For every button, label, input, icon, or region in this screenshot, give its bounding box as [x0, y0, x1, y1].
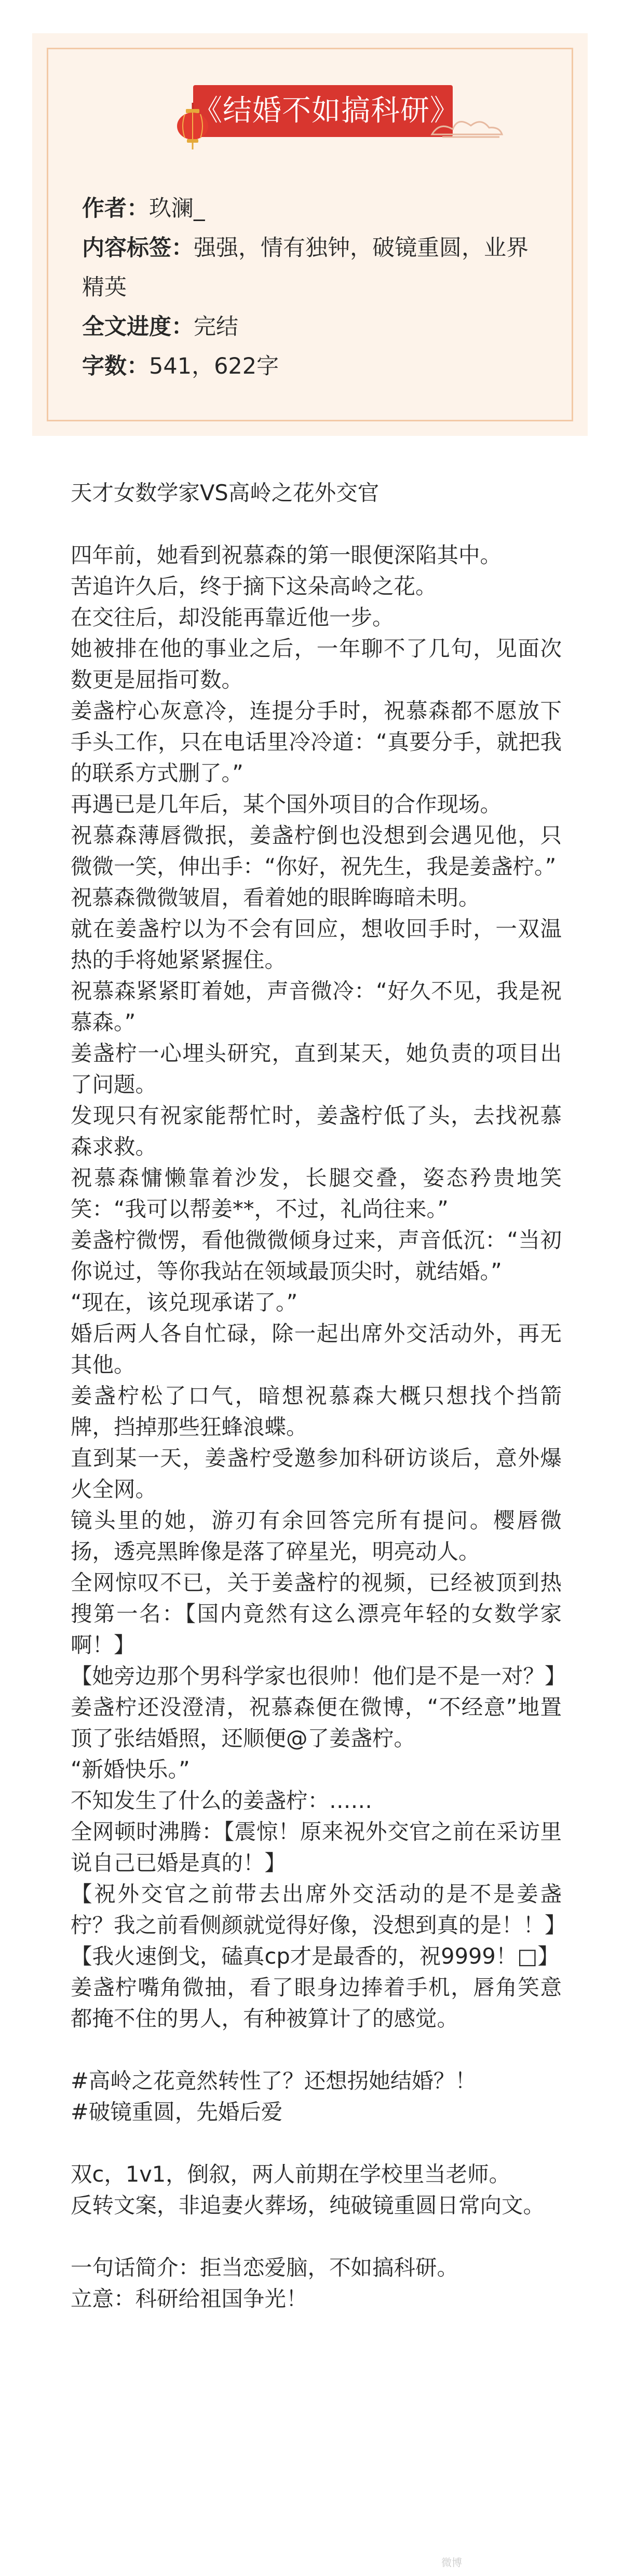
one-line-summary: 一句话简介：拒当恋爱脑，不如搞科研。: [71, 2255, 459, 2280]
synopsis-paragraph: “现在，该兑现承诺了。”: [71, 1290, 298, 1315]
synopsis: [71, 477, 566, 2314]
synopsis-paragraph: 她被排在他的事业之后，一年聊不了几句，见面次数更是屈指可数。: [71, 636, 562, 692]
synopsis-paragraph: 祝慕森紧紧盯着她，声音微冷：“好久不见，我是祝慕森。”: [71, 978, 562, 1035]
synopsis-paragraphs: [71, 540, 566, 2034]
info-author: 作者：玖澜_: [82, 196, 205, 222]
synopsis-paragraph: 祝慕森微微皱眉，看着她的眼眸晦暗未明。: [71, 885, 480, 910]
synopsis-paragraph: 姜盏柠一心埋头研究，直到某天，她负责的项目出了问题。: [71, 1040, 562, 1097]
synopsis-paragraph: 姜盏柠心灰意冷，连提分手时，祝慕森都不愿放下手头工作，只在电话里冷冷道：“真要分手，就把我的联系方式删了。”: [71, 698, 562, 786]
synopsis-paragraph: 【我火速倒戈，磕真cp才是最香的，祝9999！□】: [71, 1943, 559, 1969]
note-line: 双c，1v1，倒叙，两人前期在学校里当老师。: [71, 2161, 511, 2187]
synopsis-paragraph: 【她旁边那个男科学家也很帅！他们是不是一对？】: [71, 1663, 566, 1689]
info-word-count: 字数：541，622字: [82, 353, 279, 379]
synopsis-paragraph: 就在姜盏柠以为不会有回应，想收回手时，一双温热的手将她紧紧握住。: [71, 916, 562, 972]
synopsis-paragraph: 全网顿时沸腾：【震惊！原来祝外交官之前在采访里说自己已婚是真的！】: [71, 1819, 562, 1875]
book-info-card: [32, 33, 588, 436]
synopsis-paragraph: 苦追许久后，终于摘下这朵高岭之花。: [71, 573, 437, 599]
book-title: 《结婚不如搞科研》: [193, 94, 459, 128]
tag-line: #破镜重圆，先婚后爱: [71, 2099, 283, 2125]
synopsis-paragraph: “新婚快乐。”: [71, 1757, 190, 1782]
note-line: 反转文案，非追妻火葬场，纯破镜重圆日常向文。: [71, 2193, 545, 2218]
synopsis-paragraph: 婚后两人各自忙碌，除一起出席外交活动外，再无其他。: [71, 1321, 562, 1377]
watermark: 微博: [441, 2556, 462, 2569]
synopsis-paragraph: 祝慕森慵懒靠着沙发，长腿交叠，姿态矜贵地笑笑：“我可以帮姜**，不过，礼尚往来。”: [71, 1165, 562, 1222]
synopsis-paragraph: 姜盏柠松了口气，暗想祝慕森大概只想找个挡箭牌，挡掉那些狂蜂浪蝶。: [71, 1383, 562, 1440]
synopsis-paragraph: 发现只有祝家能帮忙时，姜盏柠低了头，去找祝慕森求救。: [71, 1103, 562, 1159]
synopsis-paragraph: 再遇已是几年后，某个国外项目的合作现场。: [71, 791, 502, 817]
title-banner: [178, 80, 479, 145]
synopsis-paragraph: 镜头里的她，游刃有余回答完所有提问。樱唇微扬，透亮黑眸像是落了碎星光，明亮动人。: [71, 1508, 562, 1564]
info-tags: 内容标签：强强，情有独钟，破镜重圆，业界精英: [82, 235, 529, 300]
synopsis-paragraph: 直到某一天，姜盏柠受邀参加科研访谈后，意外爆火全网。: [71, 1445, 562, 1502]
headline: 天才女数学家VS高岭之花外交官: [71, 480, 380, 505]
synopsis-paragraph: 四年前，她看到祝慕森的第一眼便深陷其中。: [71, 542, 502, 568]
synopsis-paragraph: 全网惊叹不已，关于姜盏柠的视频，已经被顶到热搜第一名：【国内竟然有这么漂亮年轻的女数学家啊！】: [71, 1570, 562, 1657]
book-info: [82, 189, 549, 386]
synopsis-paragraph: 【祝外交官之前带去出席外交活动的是不是姜盏柠？我之前看侧颜就觉得好像，没想到真的是！！】: [71, 1881, 566, 1938]
tag-line: #高岭之花竟然转性了？还想拐她结婚？！: [71, 2068, 477, 2093]
synopsis-paragraph: 祝慕森薄唇微抿，姜盏柠倒也没想到会遇见他，只微微一笑，伸出手：“你好，祝先生，我是姜盏柠。”: [71, 823, 562, 879]
synopsis-paragraph: 在交往后，却没能再靠近他一步。: [71, 605, 394, 630]
synopsis-paragraph: 姜盏柠微愣，看他微微倾身过来，声音低沉：“当初你说过，等你我站在领域最顶尖时，就结婚。”: [71, 1227, 562, 1284]
info-progress: 全文进度：完结: [82, 314, 238, 340]
synopsis-paragraph: 不知发生了什么的姜盏柠：……: [71, 1788, 373, 1813]
theme-statement: 立意：科研给祖国争光！: [71, 2286, 308, 2311]
synopsis-paragraph: 姜盏柠还没澄清，祝慕森便在微博，“不经意”地置顶了张结婚照，还顺便@了姜盏柠。: [71, 1694, 562, 1751]
synopsis-paragraph: 姜盏柠嘴角微抽，看了眼身边捧着手机，唇角笑意都掩不住的男人，有种被算计了的感觉。: [71, 1975, 562, 2031]
